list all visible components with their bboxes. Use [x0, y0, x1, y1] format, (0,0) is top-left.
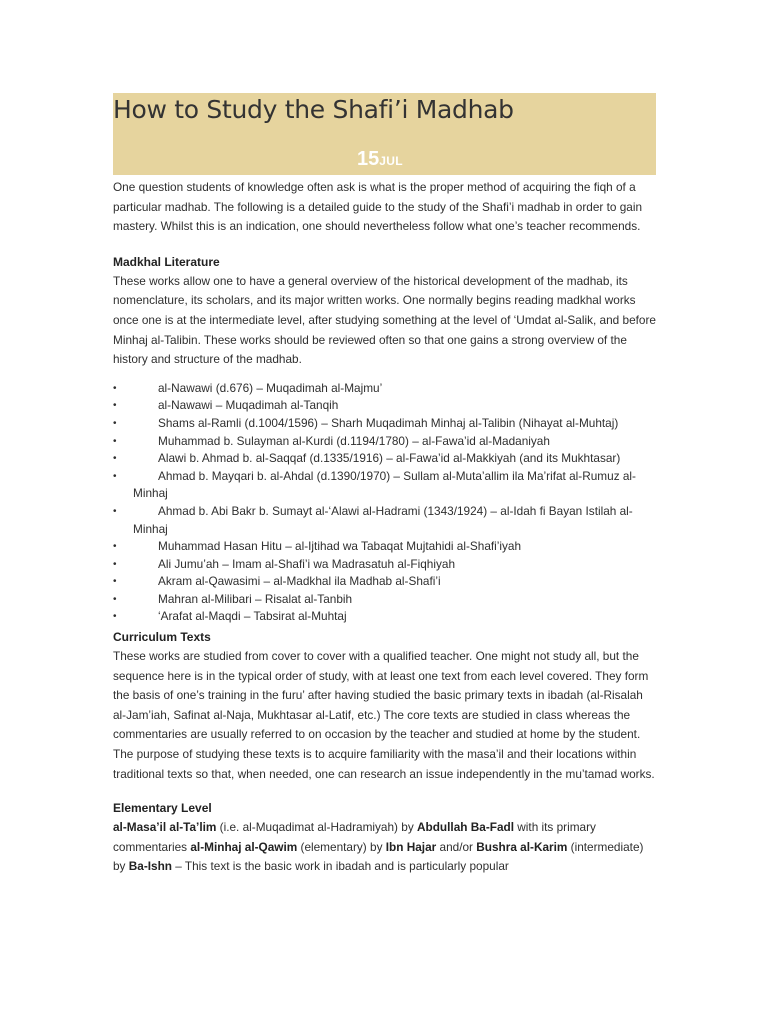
list-item: • Ahmad b. Mayqari b. al-Ahdal (d.1390/1970) – Sullam al-Muta’allim ila Ma’rifat al-Rumuz al-Minhaj	[113, 468, 636, 501]
list-item: • al-Nawawi (d.676) – Muqadimah al-Majmu’	[113, 380, 656, 398]
section-heading-curriculum: Curriculum Texts	[113, 630, 211, 645]
bullet-icon: •	[113, 593, 117, 605]
list-item: • Muhammad b. Sulayman al-Kurdi (d.1194/1780) – al-Fawa’id al-Madaniyah	[113, 433, 656, 451]
bullet-icon: •	[113, 505, 117, 517]
article-header	[113, 93, 656, 175]
section-heading-elementary: Elementary Level	[113, 801, 212, 816]
bullet-icon: •	[113, 400, 117, 412]
bullet-icon: •	[113, 541, 117, 553]
madkhal-list	[113, 380, 656, 626]
list-item: • Shams al-Ramli (d.1004/1596) – Sharh Muqadimah Minhaj al-Talibin (Nihayat al-Muhtaj)	[113, 415, 656, 433]
list-item: • Muhammad Hasan Hitu – al-Ijtihad wa Tabaqat Mujtahidi al-Shafi’iyah	[113, 538, 656, 556]
list-item: • Ali Jumu’ah – Imam al-Shafi’i wa Madrasatuh al-Fiqhiyah	[113, 556, 656, 574]
list-item: • al-Nawawi – Muqadimah al-Tanqih	[113, 397, 656, 415]
list-item: • Alawi b. Ahmad b. al-Saqqaf (d.1335/1916) – al-Fawa’id al-Makkiyah (and its Mukhtasar)	[113, 450, 656, 468]
author-name: Ba-Ishn	[128, 859, 173, 874]
madkhal-paragraph: These works allow one to have a general overview of the historical development of the madhab, its nomenclature, its scholars, and its major written works. One normally begins reading madkhal works once one is at the intermediate level, after studying something at the level of ‘Umdat al-Salik, and before Minhaj al-Talibin. These works should be reviewed often so that one gains a strong overview of the history and structure of the madhab.	[113, 273, 656, 367]
bullet-icon: •	[113, 453, 117, 465]
section-heading-madkhal: Madkhal Literature	[113, 254, 220, 269]
book-title: al-Minhaj al-Qawim	[190, 839, 298, 854]
bullet-icon: •	[113, 470, 117, 482]
elementary-paragraph: al-Masa’il al-Ta’lim (i.e. al-Muqadimat al-Hadramiyah) by Abdullah Ba-Fadl with its primary commentaries al-Minhaj al-Qawim (elementary) by Ibn Hajar and/or Bushra al-Karim (intermediate) by Ba-Ishn – This text is the basic work in ibadah and is particularly popular	[113, 820, 644, 874]
bullet-icon: •	[113, 435, 117, 447]
book-title: al-Masa’il al-Ta’lim	[113, 820, 217, 835]
article	[113, 93, 656, 877]
post-date	[357, 148, 403, 171]
intro-paragraph: One question students of knowledge often ask is what is the proper method of acquiring the fiqh of a particular madhab. The following is a detailed guide to the study of the Shafi’i madhab in order to gain mastery. Whilst this is an indication, one should nevertheless follow what one’s teacher recommends.	[113, 180, 643, 234]
bullet-icon: •	[113, 417, 117, 429]
author-name: Abdullah Ba-Fadl	[417, 820, 514, 835]
post-date-day: 15	[357, 148, 380, 170]
list-item: • Akram al-Qawasimi – al-Madkhal ila Madhab al-Shafi’i	[113, 573, 656, 591]
list-item: • Ahmad b. Abi Bakr b. Sumayt al-‘Alawi al-Hadrami (1343/1924) – al-Idah fi Bayan Istilah al-Minhaj	[113, 503, 633, 536]
bullet-icon: •	[113, 576, 117, 588]
bullet-icon: •	[113, 558, 117, 570]
bullet-icon: •	[113, 611, 117, 623]
list-item: • ‘Arafat al-Maqdi – Tabsirat al-Muhtaj	[113, 608, 656, 626]
book-title: Bushra al-Karim	[476, 839, 568, 854]
curriculum-paragraph: These works are studied from cover to cover with a qualified teacher. One might not study all, but the sequence here is in the typical order of study, with at least one text from each level covered. They form the basis of one’s training in the furu’ after having studied the basic primary texts in ibadah (al-Risalah al-Jam’iah, Safinat al-Naja, Mukhtasar al-Latif, etc.) The core texts are studied in class whereas the commentaries are usually referred to on occasion by the teacher and studied at home by the student. The purpose of studying these texts is to acquire familiarity with the masa’il and their locations within traditional texts so that, when needed, one can research an issue independently in the mu’tamad works.	[113, 649, 655, 781]
page-title: How to Study the Shafi’i Madhab	[113, 95, 514, 124]
bullet-icon: •	[113, 382, 117, 394]
author-name: Ibn Hajar	[385, 839, 437, 854]
post-date-month: JUL	[379, 154, 403, 168]
list-item: • Mahran al-Milibari – Risalat al-Tanbih	[113, 591, 656, 609]
